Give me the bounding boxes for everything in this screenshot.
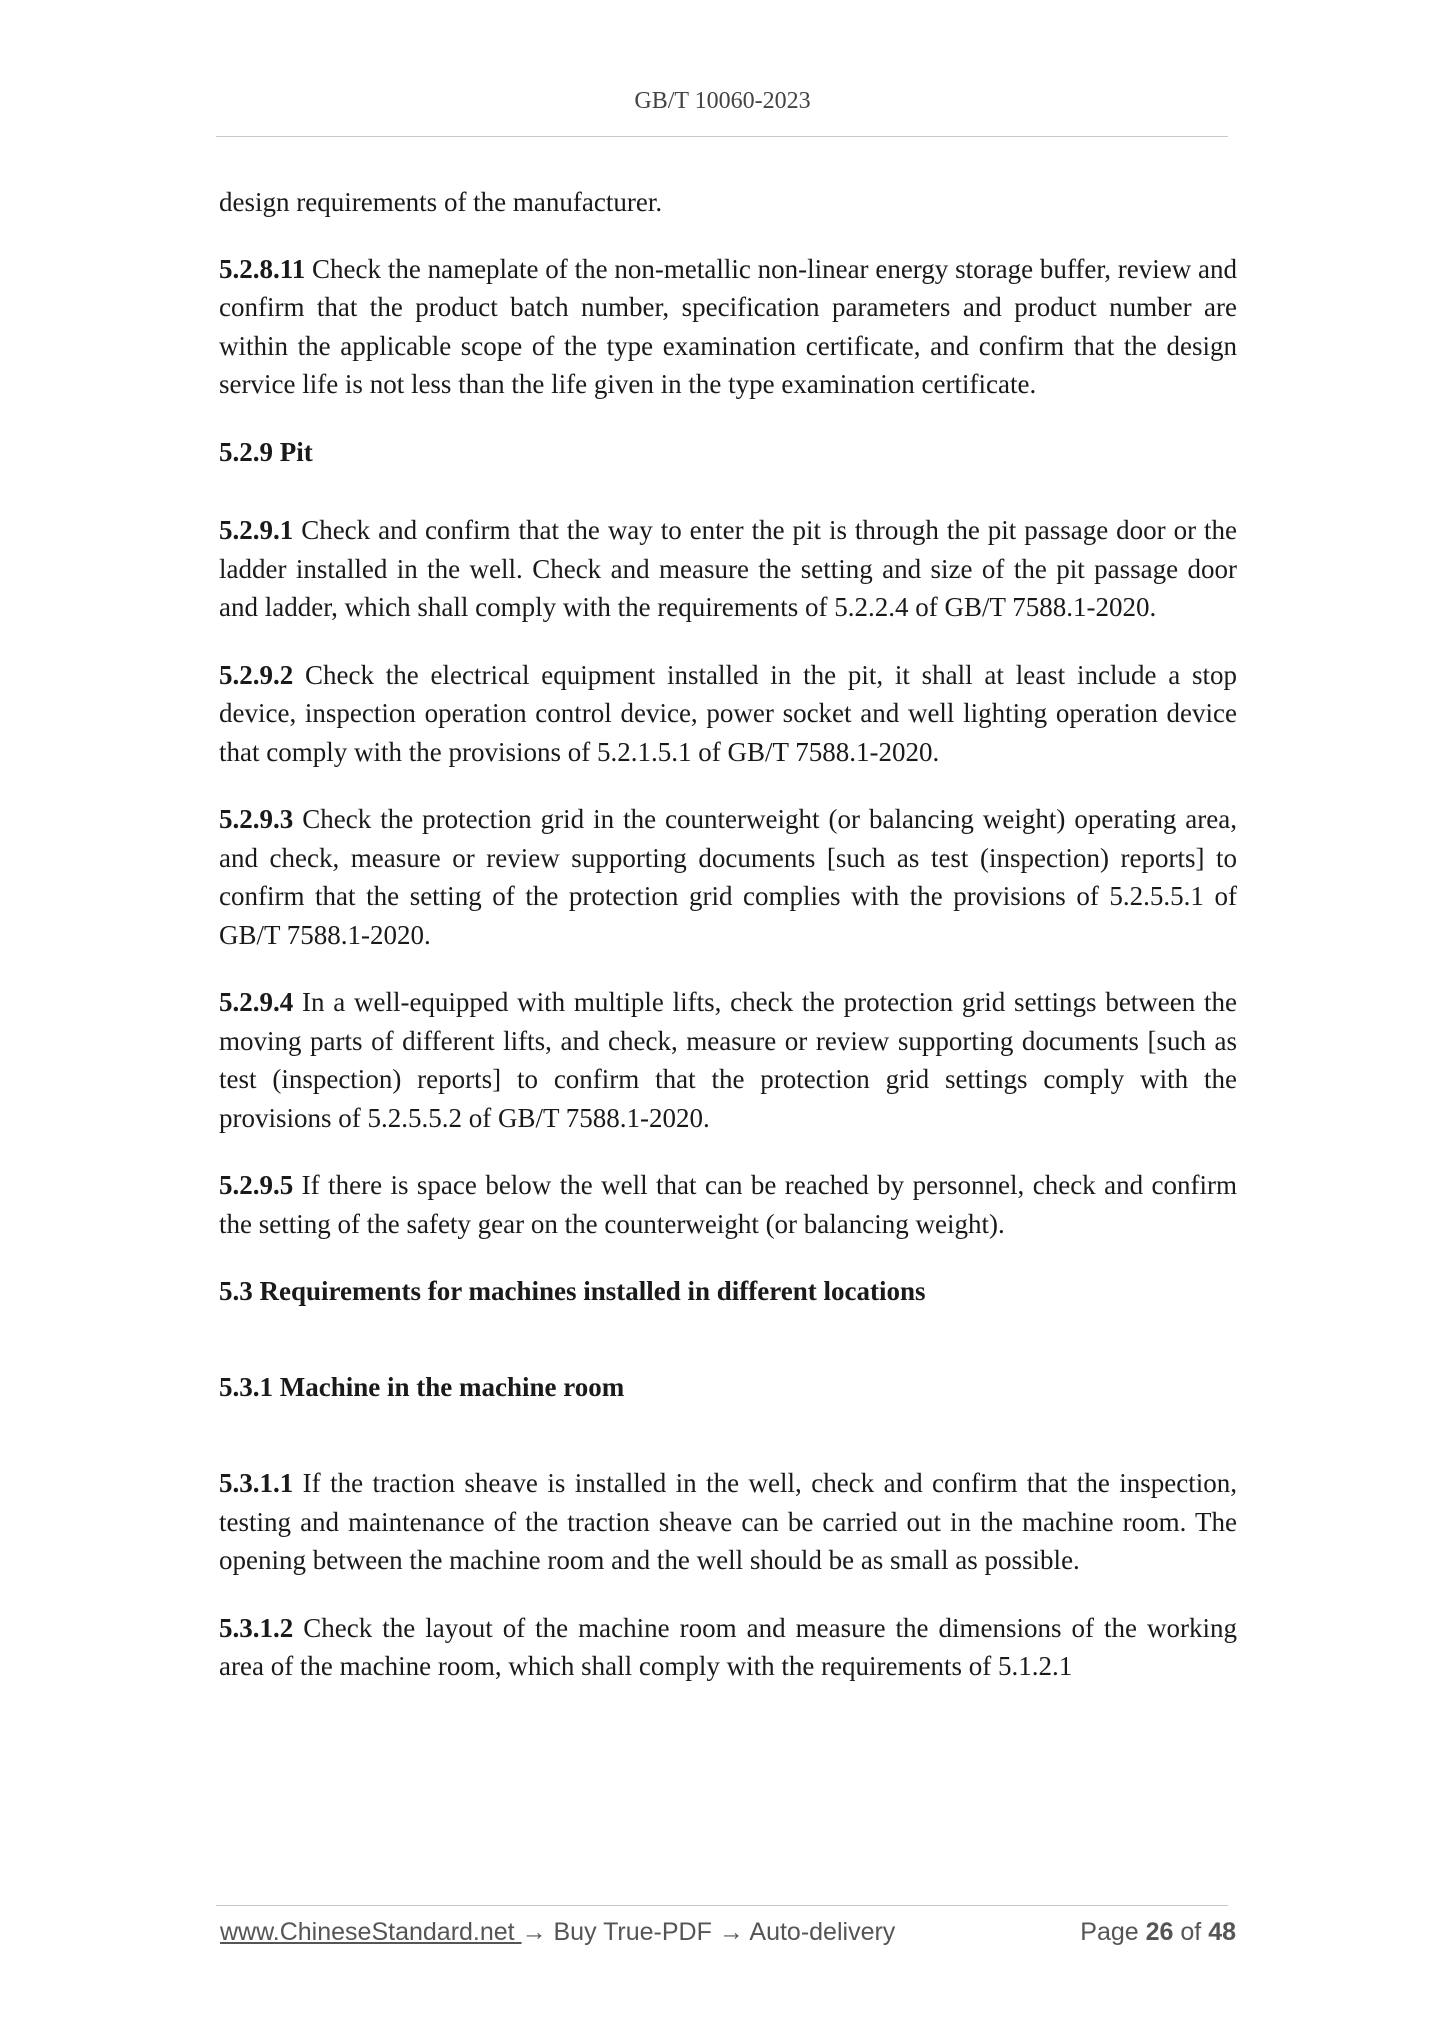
clause-text: Check the electrical equipment installed in the pit, it shall at least include a stop device, inspection operation control device, power socket and well lighting operation device that comply with the provisions of 5.2.1.5.1 of GB/T 7588.1-2020. — [219, 659, 1237, 767]
website-link[interactable]: www.ChineseStandard.net — [220, 1918, 522, 1946]
clause-number: 5.3.1.1 — [219, 1468, 294, 1498]
section-heading-5-3-1: 5.3.1 Machine in the machine room — [219, 1371, 625, 1402]
clause-5-2-8-11 — [219, 250, 1237, 404]
page-total: 48 — [1208, 1918, 1236, 1946]
page-indicator — [1080, 1918, 1236, 1947]
clause-text: Check and confirm that the way to enter the pit is through the pit passage door or the ladder installed in the well. Check and measure the setting and size of the pit passage door and ladder, which shall comply with the requirements of 5.2.2.4 of GB/T 7588.1-2020. — [219, 515, 1237, 622]
document-header: GB/T 10060-2023 — [634, 88, 811, 114]
clause-number: 5.2.9.1 — [219, 515, 294, 545]
page-number: 26 — [1145, 1918, 1174, 1946]
clause-number: 5.2.9.4 — [219, 987, 294, 1017]
clause-5-2-9-1 — [219, 511, 1237, 627]
document-body — [219, 183, 1237, 1715]
arrow-right-icon: → — [718, 1918, 744, 1946]
clause-text: Check the nameplate of the non-metallic non-linear energy storage buffer, review and confirm that the product batch number, specification parameters and product number are within the applicable scope of the type examination certificate, and confirm that the design service life is not less than the life given in the type examination certificate. — [219, 253, 1237, 399]
clause-number: 5.2.9.2 — [219, 659, 294, 690]
page-footer — [220, 1918, 1236, 1958]
arrow-right-icon: → — [521, 1918, 547, 1946]
section-heading-5-3: 5.3 Requirements for machines installed in different locations — [219, 1276, 926, 1306]
footer-divider — [216, 1905, 1228, 1906]
footer-promo — [220, 1918, 895, 1947]
clause-text: In a well-equipped with multiple lifts, check the protection grid settings between the moving parts of different lifts, and check, measure or review supporting documents [such as test (inspection) reports] to confirm that the protection grid settings comply with the provisions of 5.2.5.5.2 of GB/T 7588.1-2020. — [219, 987, 1237, 1133]
of-label: of — [1173, 1918, 1209, 1946]
clause-5-3-1-2 — [219, 1609, 1237, 1686]
auto-delivery-text: Auto-delivery — [743, 1918, 896, 1946]
header-divider — [216, 136, 1228, 137]
clause-text: Check the protection grid in the counterweight (or balancing weight) operating area, and check, measure or review supporting documents [such as test (inspection) reports] to confirm that the setting of the protection grid complies with the provisions of 5.2.5.5.1 of GB/T 7588.1-2020. — [219, 804, 1237, 950]
clause-number: 5.2.9.5 — [219, 1170, 294, 1200]
clause-text: Check the layout of the machine room and measure the dimensions of the working area of the machine room, which shall comply with the requirements of 5.1.2.1 — [219, 1612, 1237, 1681]
page-label: Page — [1080, 1918, 1146, 1946]
clause-text: If there is space below the well that can be reached by personnel, check and confirm the setting of the safety gear on the counterweight (or balancing weight). — [219, 1170, 1237, 1239]
section-heading-pit: 5.2.9 Pit — [219, 436, 313, 467]
clause-5-2-9-4 — [219, 983, 1237, 1137]
clause-number: 5.2.9.3 — [219, 804, 294, 834]
clause-number: 5.2.8.11 — [219, 253, 306, 284]
buy-text: Buy True-PDF — [546, 1918, 719, 1946]
clause-number: 5.3.1.2 — [219, 1612, 294, 1643]
clause-5-2-9-5 — [219, 1166, 1237, 1243]
clause-5-2-9-2 — [219, 656, 1237, 772]
clause-5-3-1-1 — [219, 1464, 1237, 1580]
clause-text: If the traction sheave is installed in the well, check and confirm that the inspection, testing and maintenance of the traction sheave can be carried out in the machine room. The opening between the machine room and the well should be as small as possible. — [219, 1468, 1237, 1575]
clause-5-2-9-3 — [219, 800, 1237, 954]
paragraph: design requirements of the manufacturer. — [219, 187, 663, 217]
